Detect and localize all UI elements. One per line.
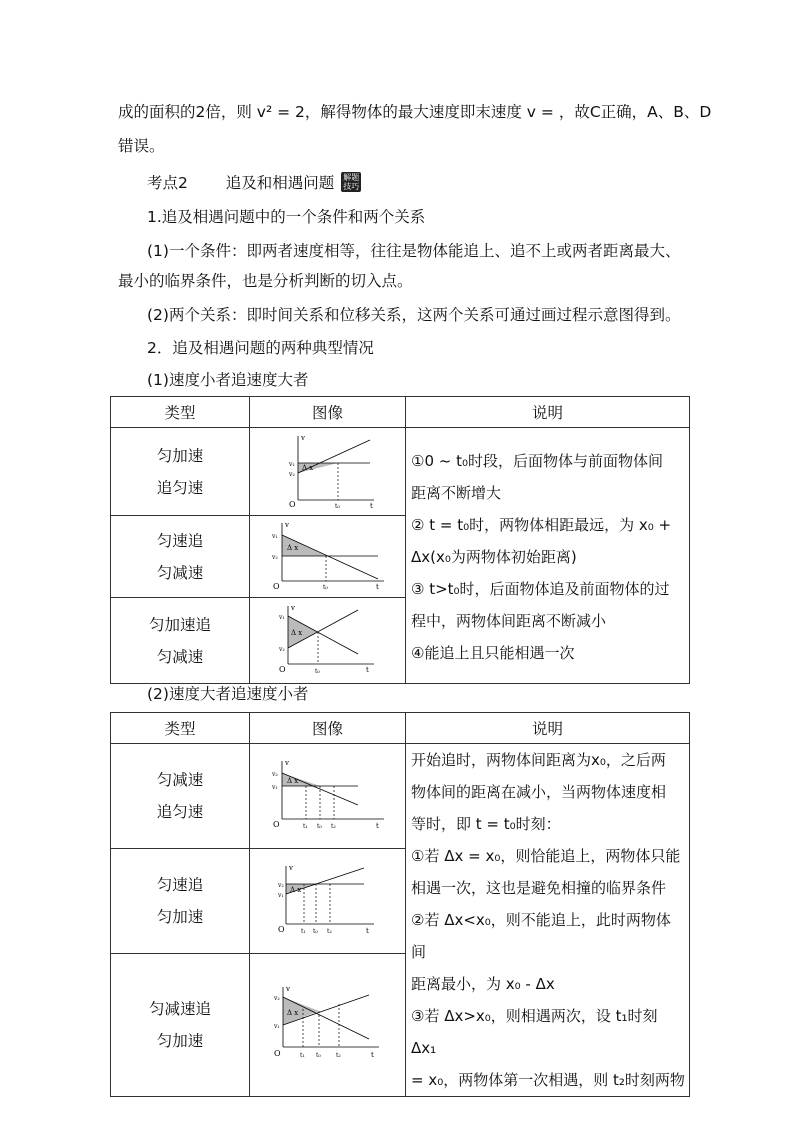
t-axis-label: t: [375, 582, 379, 591]
t2-label: t₂: [335, 1051, 341, 1059]
graph-cell: [250, 849, 406, 953]
vt-graph-uniform-vs-accel: [278, 862, 378, 936]
type-cell: [111, 598, 250, 684]
table-slow-chases-fast: [110, 396, 690, 684]
v-axis-label: v: [290, 603, 295, 612]
t0-label: t₀: [334, 502, 340, 508]
type-line-a: 匀减速追: [148, 999, 211, 1018]
desc-line: ④能追上且只能相遇一次: [411, 643, 575, 662]
v1-label: v₁: [288, 460, 295, 468]
type-line-a: 匀加速: [156, 446, 204, 465]
desc-line: ②若 Δx<x₀，则不能追上，此时两物体间: [411, 911, 671, 961]
v2-label: v₂: [288, 470, 295, 478]
graph-cell: [250, 598, 406, 684]
t1-label: t₁: [300, 927, 306, 935]
desc-line: ①若 Δx = x₀，则恰能追上，两物体只能: [411, 847, 681, 865]
v-axis-label: v: [284, 520, 289, 529]
v1-label: v₁: [273, 1022, 280, 1030]
v1-label: v₁: [271, 532, 278, 540]
desc-line: = x₀，两物体第一次相遇，则 t₂时刻两物: [411, 1071, 685, 1089]
t-axis-label: t: [365, 665, 369, 674]
intro-line-1: 成的面积的2倍，则 v² = 2，解得物体的最大速度即末速度 v = ，故C正确，A、B、D: [118, 103, 712, 121]
t1-label: t₁: [302, 823, 308, 831]
t-axis-label: t: [365, 926, 369, 935]
paragraph-2b: 最小的临界条件，也是分析判断的切入点。: [118, 272, 413, 290]
t2-label: t₂: [326, 927, 332, 935]
desc-line: 程中，两物体间距离不断减小: [411, 611, 607, 630]
desc-line: ③若 Δx>x₀，则相遇两次，设 t₁时刻 Δx₁: [411, 1007, 658, 1057]
vt-graph-decel-vs-accel: [273, 983, 383, 1063]
type-line-b: 匀加速: [156, 907, 204, 926]
type-cell: [111, 849, 250, 953]
type-line-a: 匀速追: [156, 875, 204, 894]
origin-label: O: [272, 820, 280, 830]
dx-label: Δ x: [289, 885, 301, 894]
desc-line: Δx(x₀为两物体初始距离): [411, 547, 577, 566]
type-cell: [111, 428, 250, 516]
type-line-b: 匀加速: [156, 1031, 204, 1050]
paragraph-3: (2)两个关系：即时间关系和位移关系，这两个关系可通过画过程示意图得到。: [147, 306, 681, 324]
vt-graph-uniform-vs-decel: [268, 519, 388, 591]
vt-graph-accel-vs-uniform: [278, 432, 378, 508]
header-graph: 图像: [250, 397, 406, 428]
v-axis-label: v: [300, 433, 305, 442]
technique-badge: [341, 172, 361, 192]
badge-line-2: 技巧: [343, 182, 360, 191]
desc-cell: [406, 428, 690, 684]
desc-line: 等时，即 t = t₀时刻：: [411, 815, 561, 833]
v2-label: v₂: [271, 771, 278, 779]
graph-cell: [250, 516, 406, 598]
desc-line: ③ t>t₀时，后面物体追及前面物体的过: [411, 579, 670, 598]
type-cell: [111, 516, 250, 598]
type-line-a: 匀减速: [156, 771, 204, 790]
desc-cell: [406, 744, 690, 1097]
t-axis-label: t: [369, 501, 373, 508]
desc-line: 距离不断增大: [411, 483, 502, 502]
vt-graph-accel-vs-decel: [278, 602, 378, 676]
desc-line: 相遇一次，这也是避免相撞的临界条件: [411, 879, 667, 897]
paragraph-1: 1.追及相遇问题中的一个条件和两个关系: [147, 208, 426, 226]
paragraph-2a: (1)一个条件：即两者速度相等，往往是物体能追上、追不上或两者距离最大、: [147, 242, 681, 260]
paragraph-4: 2．追及相遇问题的两种典型情况: [147, 339, 374, 357]
intro-line-2: 错误。: [118, 137, 165, 155]
graph-cell: [250, 953, 406, 1097]
section-title: 追及和相遇问题: [225, 174, 335, 192]
t0-label: t₀: [316, 823, 322, 831]
origin-label: O: [277, 924, 285, 934]
dx-label: Δ x: [301, 463, 313, 472]
desc-line: 距离最小，为 x₀ - Δx: [411, 975, 555, 993]
origin-label: O: [278, 664, 286, 674]
type-line-b: 追匀速: [156, 478, 204, 497]
table-row: [111, 744, 690, 849]
t2-label: t₂: [330, 823, 336, 831]
t1-label: t₁: [299, 1051, 305, 1059]
v-axis-label: v: [288, 863, 293, 872]
v2-label: v₂: [271, 553, 278, 561]
section-number: 考点2: [147, 174, 188, 192]
header-desc: 说明: [406, 397, 690, 428]
table-row: [111, 428, 690, 516]
vt-graph-decel-vs-uniform: [268, 757, 388, 831]
desc-line: ①0 ~ t₀时段，后面物体与前面物体间: [411, 451, 663, 470]
header-desc: 说明: [406, 713, 690, 744]
v-axis-label: v: [285, 984, 290, 993]
graph-cell: [250, 744, 406, 849]
t0-label: t₀: [315, 1051, 321, 1059]
header-graph: 图像: [250, 713, 406, 744]
t-axis-label: t: [375, 822, 379, 831]
paragraph-6: (2)速度大者追速度小者: [147, 685, 309, 703]
origin-label: O: [288, 499, 296, 508]
v1-label: v₁: [277, 891, 284, 899]
v1-label: v₁: [278, 613, 285, 621]
type-line-b: 匀减速: [156, 647, 204, 666]
type-line-b: 匀减速: [156, 563, 204, 582]
dx-label: Δ x: [286, 777, 298, 786]
table-fast-chases-slow: [110, 712, 690, 1097]
type-line-b: 追匀速: [156, 803, 204, 822]
badge-line-1: 解题: [343, 173, 360, 182]
t0-label: t₀: [312, 927, 318, 935]
v1-label: v₁: [271, 784, 278, 792]
paragraph-5: (1)速度小者追速度大者: [147, 371, 309, 389]
type-cell: [111, 953, 250, 1097]
dx-label: Δ x: [286, 1008, 298, 1017]
v-axis-label: v: [284, 759, 289, 768]
section-heading: [147, 172, 361, 194]
type-line-a: 匀加速追: [148, 615, 211, 634]
header-type: 类型: [111, 713, 250, 744]
dx-label: Δ x: [290, 628, 302, 637]
v2-label: v₂: [273, 994, 280, 1002]
dx-label: Δ x: [286, 543, 298, 552]
t0-label: t₀: [322, 583, 328, 591]
header-type: 类型: [111, 397, 250, 428]
desc-line: 物体间的距离在减小，当两物体速度相: [411, 783, 667, 801]
type-line-a: 匀速追: [156, 531, 204, 550]
v2-label: v₂: [277, 881, 284, 889]
t0-label: t₀: [314, 667, 320, 675]
t-axis-label: t: [370, 1050, 374, 1059]
desc-line: 开始追时，两物体间距离为x₀，之后两: [411, 751, 666, 769]
type-cell: [111, 744, 250, 849]
v2-label: v₂: [278, 645, 285, 653]
desc-line: ② t = t₀时，两物体相距最远，为 x₀ +: [411, 515, 672, 534]
origin-label: O: [273, 1048, 281, 1058]
origin-label: O: [272, 581, 280, 591]
graph-cell: [250, 428, 406, 516]
